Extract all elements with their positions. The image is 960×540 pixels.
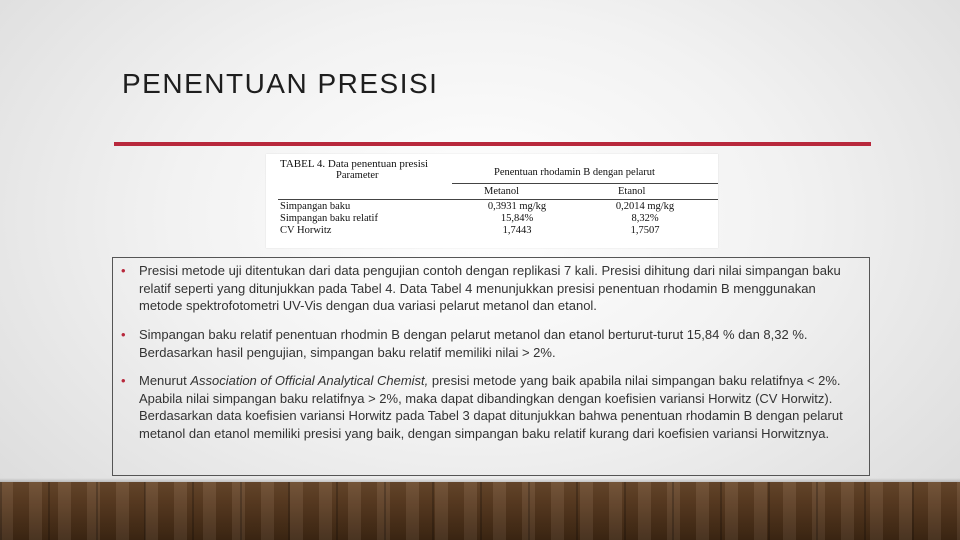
bullet-text: Presisi metode uji ditentukan dari data pengujian contoh dengan replikasi 7 kali. Presisi dihitung dari nilai simpangan baku relatif seperti yang ditunjukkan pada Tabel 4. Data Tabel 4 menunjukkan presisi penentuan rhodamin B menggunakan metode spektrofotometri UV-Vis dengan dua variasi pelarut metanol dan etanol. [139, 263, 841, 313]
table-rule [452, 183, 718, 184]
table-cell-etanol: 0,2014 mg/kg [615, 201, 675, 212]
bullet-marker: • [121, 373, 126, 388]
table-caption: TABEL 4. Data penentuan presisi [280, 158, 429, 170]
bullet-text-suffix: presisi metode yang baik apabila nilai simpangan baku relatifnya < 2%. Apabila nilai simpangan baku relatifnya > 2%, maka dapat dibandingkan dengan koefisien variansi Horwitz (CV Horwitz). Berdasarkan data koefisien variansi Horwitz pada Tabel 3 dapat ditunjukkan bahwa penentuan rhodamin B dengan pelarut metanol dan etanol memiliki presisi yang baik, dengan simpangan baku relatif kurang dari koefisien variansi Horwitznya. [139, 373, 843, 441]
table-column-metanol: Metanol [484, 186, 519, 197]
bullet-item [117, 372, 857, 442]
table-rule [278, 199, 718, 200]
table-cell-etanol: 8,32% [631, 213, 659, 224]
table-column-etanol: Etanol [618, 186, 646, 197]
bullet-item [117, 326, 857, 361]
table-header-group: Penentuan rhodamin B dengan pelarut [494, 167, 655, 178]
table-header-parameter: Parameter [336, 170, 379, 181]
table-cell-param: Simpangan baku [280, 201, 351, 212]
title-accent-rule [114, 142, 871, 146]
table-row [280, 201, 716, 213]
table-cell-metanol: 1,7443 [502, 225, 532, 236]
bullet-item [117, 262, 857, 315]
body-text-box[interactable] [112, 257, 870, 476]
bullet-marker: • [121, 263, 126, 278]
table-image [266, 154, 718, 248]
bullet-text-prefix: Menurut [139, 373, 191, 388]
bullet-marker: • [121, 327, 126, 342]
bullet-text-italic: Association of Official Analytical Chemist, [190, 373, 429, 388]
table-cell-param: CV Horwitz [280, 225, 332, 236]
table-row [280, 213, 716, 225]
table-row [280, 225, 716, 237]
bullet-text: Simpangan baku relatif penentuan rhodmin B dengan pelarut metanol dan etanol berturut-turut 15,84 % dan 8,32 %. Berdasarkan hasil pengujian, simpangan baku relatif memiliki nilai > 2%. [139, 327, 808, 360]
table-cell-metanol: 15,84% [500, 213, 534, 224]
table-cell-param: Simpangan baku relatif [280, 213, 378, 224]
slide-title: PENENTUAN PRESISI [122, 68, 439, 99]
table-cell-metanol: 0,3931 mg/kg [487, 201, 547, 212]
table-cell-etanol: 1,7507 [630, 225, 660, 236]
wood-floor [0, 482, 960, 540]
